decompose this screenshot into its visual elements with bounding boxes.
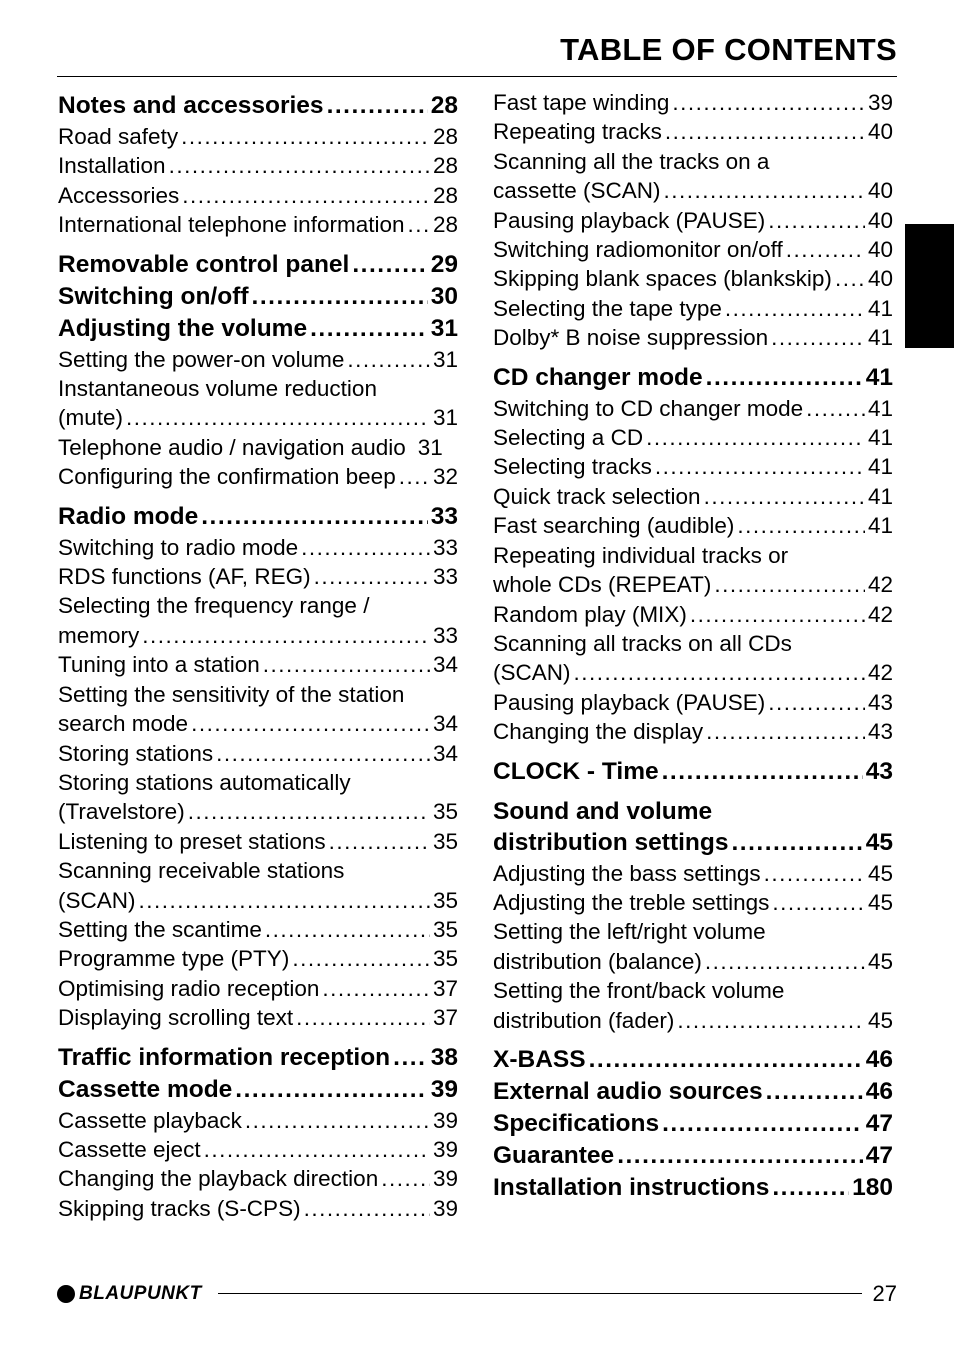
dot-leader [169, 151, 430, 180]
dot-leader [352, 249, 427, 280]
toc-entry[interactable] [58, 533, 458, 562]
dot-leader [235, 1074, 427, 1105]
toc-section[interactable] [493, 1076, 893, 1107]
toc-section[interactable] [493, 1044, 893, 1075]
toc-entry[interactable] [493, 688, 893, 717]
logo-dot-icon [57, 1285, 75, 1303]
toc-section-title: External audio sources [493, 1077, 763, 1105]
toc-section-title: Specifications [493, 1109, 660, 1137]
dot-leader [731, 827, 862, 858]
toc-entry[interactable] [58, 650, 458, 679]
toc-page-number: 35 [432, 946, 458, 972]
toc-entry[interactable] [58, 1003, 458, 1032]
dot-leader [786, 235, 865, 264]
toc-page-number: 30 [430, 282, 458, 310]
toc-page-number: 35 [432, 887, 458, 913]
toc-entry[interactable] [58, 462, 458, 491]
dot-leader [182, 181, 430, 210]
toc-page-number: 35 [432, 828, 458, 854]
toc-entry-continued: Selecting the frequency range / [58, 593, 370, 619]
toc-page-number: 37 [432, 1005, 458, 1031]
toc-entry[interactable] [493, 394, 893, 423]
toc-entry[interactable] [58, 1106, 458, 1135]
toc-entry-title: Storing stations [58, 740, 214, 766]
toc-page-number: 42 [867, 572, 893, 598]
toc-page-number: 41 [867, 325, 893, 351]
toc-page-number: 32 [432, 464, 458, 490]
toc-page-number: 31 [432, 405, 458, 431]
toc-entry-title: search mode [58, 711, 189, 737]
dot-leader [772, 1172, 849, 1203]
toc-entry[interactable] [493, 717, 893, 746]
toc-page-number: 28 [432, 153, 458, 179]
toc-entry[interactable] [58, 151, 458, 180]
toc-entry[interactable] [493, 323, 893, 352]
toc-section-title: Notes and accessories [58, 92, 324, 119]
toc-entry-title: Pausing playback (PAUSE) [493, 689, 766, 715]
dot-leader [252, 281, 428, 312]
toc-section[interactable] [493, 1172, 893, 1203]
dot-leader [296, 1003, 430, 1032]
dot-leader [381, 1164, 430, 1193]
toc-page-number: 41 [867, 425, 893, 451]
toc-section-title: Traffic information reception [58, 1043, 391, 1071]
toc-page-number: 28 [432, 212, 458, 238]
toc-page-number: 40 [867, 119, 893, 145]
toc-entry-title: Selecting the tape type [493, 295, 722, 321]
toc-page-number: 45 [867, 1007, 893, 1033]
toc-entry-title: Pausing playback (PAUSE) [493, 207, 766, 233]
toc-entry[interactable] [58, 1135, 458, 1164]
dot-leader [764, 859, 865, 888]
toc-entry-title: distribution (balance) [493, 948, 702, 974]
toc-page-number: 46 [865, 1045, 893, 1073]
toc-page-number: 39 [432, 1107, 458, 1133]
toc-entry-title: Switching to radio mode [58, 534, 299, 560]
toc-entry[interactable] [493, 511, 893, 540]
toc-section[interactable] [58, 90, 458, 121]
toc-entry-title: whole CDs (REPEAT) [493, 572, 712, 598]
toc-entry[interactable] [493, 88, 893, 117]
toc-page-number: 47 [865, 1141, 893, 1169]
toc-page-number: 46 [865, 1077, 893, 1105]
toc-entry-continued: Instantaneous volume reduction [58, 376, 377, 402]
dot-leader [292, 944, 430, 973]
toc-left-column [58, 88, 458, 1223]
toc-page-number: 33 [432, 622, 458, 648]
toc-page-number: 33 [432, 564, 458, 590]
toc-entry-title: Cassette playback [58, 1107, 242, 1133]
toc-entry-title: memory [58, 622, 140, 648]
toc-entry[interactable] [58, 709, 458, 738]
dot-leader [139, 886, 430, 915]
toc-entry[interactable] [493, 570, 893, 599]
toc-entry[interactable] [493, 888, 893, 917]
toc-entry[interactable] [493, 947, 893, 976]
toc-entry-title: Cassette eject [58, 1136, 201, 1162]
toc-entry-continued: Setting the sensitivity of the station [58, 681, 405, 707]
dot-leader [835, 264, 865, 293]
toc-page-number: 43 [865, 757, 893, 785]
toc-entry[interactable] [58, 433, 458, 462]
toc-entry[interactable] [58, 886, 458, 915]
toc-section[interactable] [58, 1042, 458, 1073]
toc-entry[interactable] [493, 658, 893, 687]
toc-page-number: 45 [867, 889, 893, 915]
toc-entry[interactable] [58, 915, 458, 944]
toc-entry[interactable] [493, 176, 893, 205]
dot-leader [771, 323, 865, 352]
toc-page-number: 42 [867, 601, 893, 627]
toc-section[interactable] [58, 249, 458, 280]
toc-entry[interactable] [58, 827, 458, 856]
dot-leader [772, 888, 865, 917]
language-tab-marker [905, 224, 954, 348]
toc-page-number: 31 [432, 346, 458, 372]
toc-entry-title: Configuring the confirmation beep [58, 464, 396, 490]
toc-section-title: Cassette mode [58, 1075, 233, 1103]
toc-page-number: 41 [865, 363, 893, 391]
toc-section-title: X-BASS [493, 1045, 586, 1073]
toc-entry-title: Displaying scrolling text [58, 1005, 294, 1031]
toc-entry-title: Setting the power-on volume [58, 346, 345, 372]
dot-leader [408, 210, 430, 239]
toc-entry[interactable] [58, 974, 458, 1003]
toc-entry-title: Fast tape winding [493, 90, 670, 115]
toc-page-number: 40 [867, 207, 893, 233]
dot-leader [766, 1076, 863, 1107]
toc-entry[interactable] [58, 210, 458, 239]
dot-leader [646, 423, 865, 452]
toc-entry[interactable] [58, 181, 458, 210]
toc-entry[interactable] [58, 345, 458, 374]
toc-page-number: 41 [867, 454, 893, 480]
toc-page-number: 45 [865, 828, 893, 856]
dot-leader [314, 562, 430, 591]
dot-leader [142, 621, 430, 650]
toc-entry-title: Dolby* B noise suppression [493, 325, 769, 351]
toc-page-number: 40 [867, 237, 893, 263]
toc-section[interactable] [493, 756, 893, 787]
toc-section[interactable] [493, 362, 893, 393]
toc-entry-title: Accessories [58, 182, 180, 208]
toc-section[interactable] [493, 827, 893, 858]
toc-entry[interactable] [58, 621, 458, 650]
toc-section-title: Radio mode [58, 502, 199, 530]
toc-entry-title: Random play (MIX) [493, 601, 687, 627]
dot-leader [304, 1194, 430, 1223]
dot-leader [347, 345, 430, 374]
toc-entry-title: Changing the display [493, 719, 704, 745]
toc-page-number: 31 [430, 314, 458, 342]
toc-page-number: 180 [852, 1173, 893, 1201]
toc-entry[interactable] [493, 264, 893, 293]
toc-page-number: 41 [867, 483, 893, 509]
dot-leader [322, 974, 430, 1003]
dot-leader [310, 313, 428, 344]
toc-entry-title: Fast searching (audible) [493, 513, 735, 539]
toc-entry-title: Adjusting the treble settings [493, 889, 770, 915]
toc-page-number: 39 [867, 90, 893, 115]
toc-entry[interactable] [493, 1006, 893, 1035]
toc-page-number: 35 [432, 916, 458, 942]
toc-section-title: Removable control panel [58, 250, 350, 278]
toc-section[interactable] [493, 1108, 893, 1139]
toc-section-title: CLOCK - Time [493, 757, 659, 785]
dot-leader [126, 403, 430, 432]
toc-page-number: 39 [432, 1166, 458, 1192]
dot-leader [265, 915, 430, 944]
toc-entry-title: Quick track selection [493, 483, 701, 509]
dot-leader [665, 117, 865, 146]
dot-leader [672, 88, 865, 117]
toc-entry-continued: Scanning all tracks on all CDs [493, 630, 792, 656]
toc-entry-title: distribution (fader) [493, 1007, 675, 1033]
toc-entry-title: Selecting tracks [493, 454, 652, 480]
dot-leader [725, 294, 865, 323]
toc-section[interactable] [493, 1140, 893, 1171]
toc-page-number: 34 [432, 652, 458, 678]
toc-entry-continued: Setting the front/back volume [493, 978, 785, 1004]
toc-page-number: 40 [867, 266, 893, 292]
page-title: TABLE OF CONTENTS [560, 32, 897, 67]
toc-entry[interactable] [58, 403, 458, 432]
toc-entry[interactable] [493, 859, 893, 888]
dot-leader [768, 688, 865, 717]
toc-entry-title: Optimising radio reception [58, 975, 320, 1001]
toc-entry-title: (Travelstore) [58, 799, 185, 825]
toc-entry[interactable] [58, 1164, 458, 1193]
toc-entry-title: (SCAN) [58, 887, 136, 913]
dot-leader [662, 756, 863, 787]
toc-entry[interactable] [493, 206, 893, 235]
toc-page-number: 39 [432, 1136, 458, 1162]
dot-leader [662, 1108, 863, 1139]
dot-leader [181, 122, 430, 151]
toc-page-number: 43 [867, 719, 893, 745]
toc-entry[interactable] [58, 944, 458, 973]
brand-logo [57, 1283, 202, 1305]
dot-leader [201, 501, 428, 532]
toc-page-number: 47 [865, 1109, 893, 1137]
toc-entry-title: cassette (SCAN) [493, 178, 661, 204]
dot-leader [191, 709, 430, 738]
page-number: 27 [872, 1281, 897, 1306]
toc-entry[interactable] [58, 739, 458, 768]
toc-page-number: 34 [432, 740, 458, 766]
toc-entry-title: Setting the scantime [58, 916, 262, 942]
dot-leader [617, 1140, 863, 1171]
toc-entry[interactable] [493, 235, 893, 264]
dot-leader [664, 176, 865, 205]
toc-section-title: Adjusting the volume [58, 314, 308, 342]
toc-entry-title: Repeating tracks [493, 119, 662, 145]
toc-entry[interactable] [493, 294, 893, 323]
dot-leader [245, 1106, 430, 1135]
dot-leader [216, 739, 430, 768]
dot-leader [704, 482, 865, 511]
dot-leader [655, 452, 865, 481]
dot-leader [706, 717, 865, 746]
toc-entry-title: International telephone information [58, 212, 405, 238]
toc-page-number: 28 [430, 92, 458, 119]
toc-entry-continued: Repeating individual tracks or [493, 542, 789, 568]
toc-page-number: 39 [432, 1195, 458, 1221]
toc-entry-title: Skipping blank spaces (blankskip) [493, 266, 832, 292]
toc-entry-title: Tuning into a station [58, 652, 260, 678]
toc-page-number: 41 [867, 513, 893, 539]
toc-page-number: 29 [430, 250, 458, 278]
toc-entry-continued: Storing stations automatically [58, 769, 351, 795]
dot-leader [705, 947, 865, 976]
toc-page-number: 37 [432, 975, 458, 1001]
toc-entry-title: Programme type (PTY) [58, 946, 290, 972]
toc-entry[interactable] [58, 122, 458, 151]
toc-entry[interactable] [493, 600, 893, 629]
toc-section-continued: Sound and volume [493, 797, 713, 825]
toc-section[interactable] [58, 501, 458, 532]
toc-page-number: 41 [867, 395, 893, 421]
dot-leader [768, 206, 865, 235]
toc-page-number: 38 [430, 1043, 458, 1071]
dot-leader [188, 797, 430, 826]
toc-entry-title: (SCAN) [493, 660, 571, 686]
toc-entry-title: Listening to preset stations [58, 828, 326, 854]
toc-page-number: 45 [867, 860, 893, 886]
toc-page-number: 40 [867, 178, 893, 204]
dot-leader [327, 90, 428, 121]
dot-leader [714, 570, 865, 599]
toc-page-number: 28 [432, 124, 458, 149]
toc-entry-continued: Scanning receivable stations [58, 858, 345, 884]
dot-leader [263, 650, 430, 679]
dot-leader [677, 1006, 865, 1035]
toc-section-title: Switching on/off [58, 282, 249, 310]
toc-page-number: 45 [867, 948, 893, 974]
toc-entry-title: Switching radiomonitor on/off [493, 237, 783, 263]
toc-page-number: 35 [432, 799, 458, 825]
toc-section[interactable] [58, 281, 458, 312]
dot-leader [589, 1044, 863, 1075]
dot-leader [706, 362, 863, 393]
toc-entry-title: Skipping tracks (S-CPS) [58, 1195, 301, 1221]
toc-section-title: distribution settings [493, 828, 729, 856]
dot-leader [690, 600, 865, 629]
toc-page-number: 33 [432, 534, 458, 560]
brand-name: BLAUPUNKT [79, 1283, 202, 1304]
toc-entry-continued: Setting the left/right volume [493, 919, 766, 945]
toc-section-title: CD changer mode [493, 363, 703, 391]
toc-entry-title: Selecting a CD [493, 425, 644, 451]
toc-page-number: 31 [417, 434, 443, 460]
footer-rule [218, 1293, 862, 1294]
toc-entry-title: Switching to CD changer mode [493, 395, 804, 421]
dot-leader [737, 511, 865, 540]
dot-leader [329, 827, 430, 856]
toc-page-number: 39 [430, 1075, 458, 1103]
toc-right-column [493, 88, 893, 1203]
toc-page-number: 41 [867, 295, 893, 321]
toc-entry[interactable] [58, 1194, 458, 1223]
dot-leader [574, 658, 865, 687]
toc-entry-title: Changing the playback direction [58, 1166, 379, 1192]
toc-page-number: 33 [430, 502, 458, 530]
toc-entry-title: (mute) [58, 405, 124, 431]
dot-leader [393, 1042, 428, 1073]
toc-entry[interactable] [58, 562, 458, 591]
toc-entry-title: Telephone audio / navigation audio [58, 434, 406, 460]
dot-leader [806, 394, 865, 423]
toc-entry-title: RDS functions (AF, REG) [58, 564, 311, 590]
header-rule [57, 76, 897, 77]
toc-page-number: 28 [432, 182, 458, 208]
toc-entry[interactable] [58, 797, 458, 826]
toc-section-title: Installation instructions [493, 1173, 770, 1201]
toc-page-number: 42 [867, 660, 893, 686]
dot-leader [301, 533, 430, 562]
dot-leader [204, 1135, 430, 1164]
toc-entry-title: Adjusting the bass settings [493, 860, 761, 886]
toc-entry[interactable] [493, 482, 893, 511]
toc-entry[interactable] [493, 423, 893, 452]
toc-entry[interactable] [493, 117, 893, 146]
toc-section-title: Guarantee [493, 1141, 615, 1169]
toc-page-number: 34 [432, 711, 458, 737]
toc-section[interactable] [58, 1074, 458, 1105]
toc-entry-title: Installation [58, 153, 166, 179]
toc-entry[interactable] [493, 452, 893, 481]
toc-entry-continued: Scanning all the tracks on a [493, 148, 770, 174]
toc-section[interactable] [58, 313, 458, 344]
toc-page-number: 43 [867, 689, 893, 715]
dot-leader [399, 462, 430, 491]
toc-entry-title: Road safety [58, 124, 179, 149]
